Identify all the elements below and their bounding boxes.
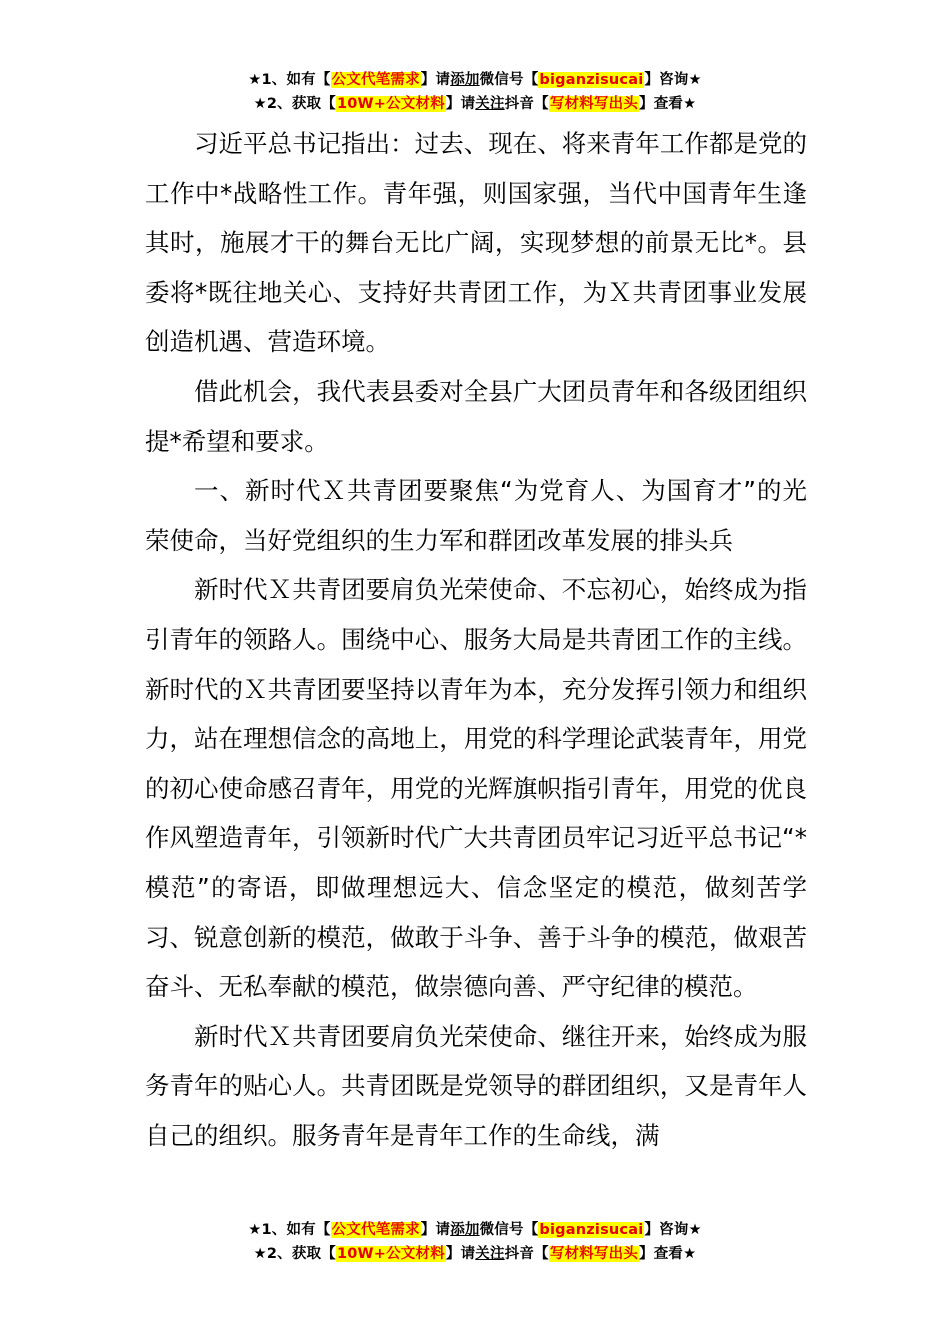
paragraph-2: 借此机会，我代表县委对全县广大团员青年和各级团组织提*希望和要求。 [145, 376, 807, 456]
highlight-wechat-id: biganzisucai [539, 1222, 644, 1238]
banner-line-1: ★1、如有【公文代笔需求】请添加微信号【biganzisucai】咨询★ [248, 1222, 702, 1238]
footer-banner [0, 1218, 950, 1266]
highlight-materials: 10W+公文材料 [336, 1246, 445, 1262]
highlight-wechat-id: biganzisucai [539, 72, 644, 88]
highlight-service: 公文代笔需求 [331, 1222, 420, 1238]
banner-line-2: ★2、获取【10W+公文材料】请关注抖音【写材料写出头】查看★ [253, 96, 697, 112]
highlight-service: 公文代笔需求 [331, 72, 420, 88]
paragraph-4: 新时代Ｘ共青团要肩负光荣使命、继往开来，始终成为服务青年的贴心人。共青团既是党领导的群团组织，又是青年人自己的组织。服务青年是青年工作的生命线，满 [145, 1021, 807, 1150]
document-body [145, 119, 807, 1160]
highlight-douyin: 写材料写出头 [549, 96, 639, 112]
highlight-materials: 10W+公文材料 [336, 96, 445, 112]
banner-line-2: ★2、获取【10W+公文材料】请关注抖音【写材料写出头】查看★ [253, 1246, 697, 1262]
header-banner [0, 68, 950, 116]
highlight-douyin: 写材料写出头 [549, 1246, 639, 1262]
banner-line-1: ★1、如有【公文代笔需求】请添加微信号【biganzisucai】咨询★ [248, 72, 702, 88]
paragraph-1: 习近平总书记指出：过去、现在、将来青年工作都是党的工作中*战略性工作。青年强，则国家强，当代中国青年生逢其时，施展才干的舞台无比广阔，实现梦想的前景无比*。县委将*既往地关心、支持好共青团工作，为Ｘ共青团事业发展创造机遇、营造环境。 [145, 129, 807, 357]
paragraph-3: 新时代Ｘ共青团要肩负光荣使命、不忘初心，始终成为指引青年的领路人。围绕中心、服务大局是共青团工作的主线。新时代的Ｘ共青团要坚持以青年为本，充分发挥引领力和组织力，站在理想信念的高地上，用党的科学理论武装青年，用党的初心使命感召青年，用党的光辉旗帜指引青年，用党的优良作风塑造青年，引领新时代广大共青团员牢记习近平总书记“*模范”的寄语，即做理想远大、信念坚定的模范，做刻苦学习、锐意创新的模范，做敢于斗争、善于斗争的模范，做艰苦奋斗、无私奉献的模范，做崇德向善、严守纪律的模范。 [145, 575, 807, 1002]
section-heading-1: 一、新时代Ｘ共青团要聚焦“为党育人、为国育才”的光荣使命，当好党组织的生力军和群团改革发展的排头兵 [145, 476, 807, 555]
